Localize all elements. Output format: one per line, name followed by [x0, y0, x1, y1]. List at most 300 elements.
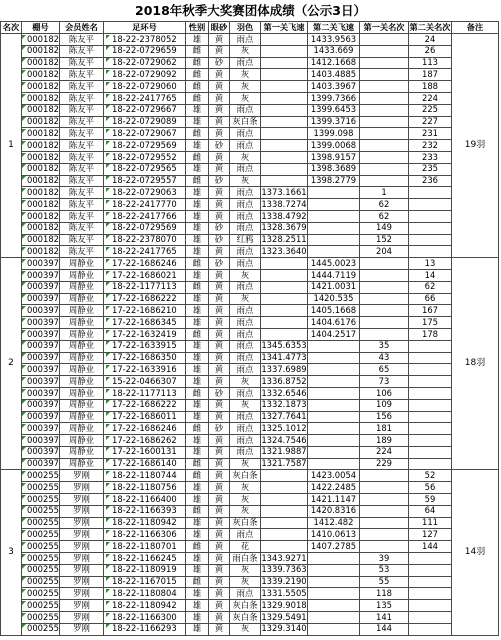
table-row: [1, 258, 499, 270]
cell-sex: 雄: [185, 553, 208, 565]
cell-feather-color: 灰: [229, 293, 260, 305]
cell-flag-icon: [106, 271, 110, 275]
cell-loft-id: [22, 446, 60, 458]
cell-stage1-place: [359, 505, 408, 517]
cell-text: 000397: [27, 304, 59, 315]
cell-stage2-speed: [307, 423, 359, 435]
cell-text: 18-22-0729552: [111, 151, 177, 162]
cell-eye-sand: 砂: [208, 175, 229, 187]
cell-sex: 雄: [185, 564, 208, 576]
cell-flag-icon: [22, 141, 26, 145]
cell-sex: 雄: [185, 163, 208, 175]
cell-stage2-speed: [307, 210, 359, 222]
cell-stage1-speed: 1338.7274: [261, 198, 307, 209]
cell-flag-icon: [22, 518, 26, 522]
cell-stage1-place: [359, 258, 408, 270]
cell-member-name: 陈友平: [59, 163, 103, 175]
cell-stage2-speed: [307, 399, 359, 411]
cell-sex: 雌: [185, 258, 208, 270]
cell-feather-color: 雨点: [229, 140, 260, 152]
cell-eye-sand: 黄: [208, 435, 229, 447]
cell-sex: 雄: [185, 529, 208, 541]
cell-text: 18-22-1167015: [111, 576, 177, 587]
cell-stage1-place: 62: [359, 210, 408, 222]
cell-stage2-place: 188: [408, 81, 451, 93]
cell-feather-color: 雨点: [229, 317, 260, 329]
cell-stage2-place: [408, 458, 451, 470]
results-table: [0, 21, 499, 636]
cell-text: 000397: [27, 269, 59, 280]
cell-text: 17-22-1686222: [111, 293, 177, 304]
cell-stage2-place: 62: [408, 281, 451, 293]
cell-flag-icon: [106, 164, 110, 168]
cell-feather-color: 雨点: [229, 387, 260, 399]
cell-text: 000182: [27, 57, 59, 68]
cell-text: 000182: [27, 222, 59, 233]
cell-stage1-speed: [260, 116, 307, 128]
cell-stage1-speed: 1373.1661: [261, 186, 307, 197]
table-row: [1, 81, 499, 93]
table-row: [1, 364, 499, 376]
cell-flag-icon: [22, 200, 26, 204]
cell-text: 18-22-1166400: [111, 493, 177, 504]
cell-flag-icon: [106, 188, 110, 192]
header-row: [1, 22, 499, 34]
cell-flag-icon: [106, 412, 110, 416]
cell-ring-number: [103, 151, 185, 163]
cell-sex: 雌: [185, 57, 208, 69]
cell-stage2-speed: [307, 553, 359, 565]
cell-eye-sand: 黄: [208, 600, 229, 612]
cell-stage1-place: 156: [359, 411, 408, 423]
cell-feather-color: 灰: [229, 623, 260, 635]
cell-flag-icon: [106, 105, 110, 109]
header-member: 会员姓名: [59, 22, 103, 34]
cell-flag-icon: [106, 365, 110, 369]
cell-stage2-place: 178: [408, 328, 451, 340]
cell-stage2-speed: [307, 199, 359, 211]
cell-ring-number: [103, 116, 185, 128]
cell-feather-color: 灰白条: [229, 600, 260, 612]
cell-ring-number: [103, 317, 185, 329]
cell-stage1-speed: 1328.2511: [261, 234, 307, 245]
table-row: [1, 399, 499, 411]
cell-eye-sand: 黄: [208, 517, 229, 529]
cell-sex: 雌: [185, 281, 208, 293]
cell-member-name: 陈友平: [59, 187, 103, 199]
cell-eye-sand: 黄: [208, 210, 229, 222]
cell-stage2-speed: 1398.3689: [307, 163, 359, 175]
cell-ring-number: [103, 163, 185, 175]
cell-loft-id: [22, 281, 60, 293]
cell-eye-sand: 黄: [208, 494, 229, 506]
cell-ring-number: [103, 328, 185, 340]
cell-ring-number: [103, 423, 185, 435]
cell-flag-icon: [22, 506, 26, 510]
cell-loft-id: [22, 81, 60, 93]
cell-loft-id: [22, 376, 60, 388]
cell-flag-icon: [22, 424, 26, 428]
cell-sex: 雄: [185, 435, 208, 447]
cell-flag-icon: [22, 70, 26, 74]
cell-member-name: 周静业: [59, 435, 103, 447]
cell-sex: 雌: [185, 423, 208, 435]
cell-feather-color: 灰: [229, 376, 260, 388]
cell-stage2-place: [408, 553, 451, 565]
cell-flag-icon: [106, 35, 110, 39]
cell-sex: 雄: [185, 234, 208, 246]
cell-loft-id: [22, 92, 60, 104]
cell-stage1-place: 73: [359, 376, 408, 388]
header-loft: 棚号: [22, 22, 60, 34]
cell-stage1-place: [359, 269, 408, 281]
cell-feather-color: 雨点: [229, 222, 260, 234]
cell-stage1-place: 55: [359, 576, 408, 588]
cell-sex: 雄: [185, 187, 208, 199]
cell-eye-sand: 砂: [208, 234, 229, 246]
cell-text: 18-22-0729063: [111, 186, 177, 197]
cell-loft-id: [22, 529, 60, 541]
cell-ring-number: [103, 140, 185, 152]
cell-stage2-speed: [307, 576, 359, 588]
cell-stage2-speed: 1422.2485: [307, 482, 359, 494]
cell-eye-sand: 黄: [208, 328, 229, 340]
cell-stage1-speed: [260, 92, 307, 104]
cell-flag-icon: [22, 565, 26, 569]
cell-flag-icon: [22, 294, 26, 298]
cell-text: 000397: [27, 257, 59, 268]
cell-stage1-speed: [260, 505, 307, 517]
cell-flag-icon: [106, 613, 110, 617]
cell-flag-icon: [106, 377, 110, 381]
table-row: [1, 116, 499, 128]
cell-flag-icon: [22, 318, 26, 322]
cell-stage2-place: [408, 340, 451, 352]
cell-stage1-place: [359, 34, 408, 46]
cell-eye-sand: 黄: [208, 104, 229, 116]
cell-eye-sand: 黄: [208, 340, 229, 352]
cell-loft-id: [22, 317, 60, 329]
header-place-1: 第一关名次: [359, 22, 408, 34]
cell-stage2-place: 56: [408, 482, 451, 494]
cell-eye-sand: 黄: [208, 281, 229, 293]
cell-eye-sand: 黄: [208, 411, 229, 423]
cell-ring-number: [103, 69, 185, 81]
cell-stage2-speed: 1444.7119: [307, 269, 359, 281]
cell-loft-id: [22, 234, 60, 246]
cell-text: 17-22-1686210: [111, 304, 177, 315]
cell-stage1-place: 62: [359, 199, 408, 211]
cell-ring-number: [103, 104, 185, 116]
cell-flag-icon: [106, 589, 110, 593]
cell-stage2-place: 64: [408, 505, 451, 517]
cell-flag-icon: [22, 530, 26, 534]
table-row: [1, 140, 499, 152]
cell-stage1-place: [359, 151, 408, 163]
cell-stage1-place: [359, 541, 408, 553]
cell-stage1-speed: [260, 317, 307, 329]
cell-stage2-place: 111: [408, 517, 451, 529]
cell-loft-id: [22, 34, 60, 46]
cell-text: 18-22-1177113: [111, 281, 177, 292]
cell-flag-icon: [22, 624, 26, 628]
cell-text: 17-22-1686262: [111, 434, 177, 445]
cell-text: 18-22-0729557: [111, 175, 177, 186]
cell-ring-number: [103, 210, 185, 222]
results-table-body: [1, 22, 499, 636]
cell-feather-color: 雨点: [229, 340, 260, 352]
cell-stage2-place: [408, 187, 451, 199]
cell-stage1-speed: 1336.8752: [261, 375, 307, 386]
table-row: [1, 612, 499, 624]
cell-loft-id: [22, 470, 60, 482]
cell-flag-icon: [106, 200, 110, 204]
cell-stage2-speed: [307, 411, 359, 423]
cell-flag-icon: [106, 294, 110, 298]
cell-flag-icon: [106, 389, 110, 393]
cell-eye-sand: 黄: [208, 588, 229, 600]
cell-stage2-speed: 1420.535: [307, 293, 359, 305]
cell-text: 000255: [27, 599, 59, 610]
cell-stage1-speed: 1329.9018: [261, 599, 307, 610]
cell-text: 000397: [27, 363, 59, 374]
cell-feather-color: 雨点: [229, 258, 260, 270]
cell-member-name: 陈友平: [59, 175, 103, 187]
table-row: [1, 34, 499, 46]
cell-stage1-speed: [260, 293, 307, 305]
cell-flag-icon: [22, 105, 26, 109]
cell-stage2-place: [408, 423, 451, 435]
cell-stage2-speed: [307, 187, 359, 199]
cell-eye-sand: 黄: [208, 163, 229, 175]
cell-text: 000397: [27, 411, 59, 422]
cell-loft-id: [22, 57, 60, 69]
cell-ring-number: [103, 293, 185, 305]
cell-flag-icon: [106, 247, 110, 251]
cell-flag-icon: [22, 35, 26, 39]
cell-stage1-place: 204: [359, 246, 408, 258]
cell-flag-icon: [106, 518, 110, 522]
cell-stage2-speed: [307, 446, 359, 458]
table-row: [1, 45, 499, 57]
cell-eye-sand: 黄: [208, 376, 229, 388]
cell-stage1-place: [359, 104, 408, 116]
cell-stage2-speed: [307, 623, 359, 635]
cell-flag-icon: [22, 330, 26, 334]
group-rank: 1: [1, 34, 22, 258]
cell-eye-sand: 黄: [208, 151, 229, 163]
cell-flag-icon: [22, 436, 26, 440]
cell-stage1-place: 141: [359, 612, 408, 624]
cell-text: 000255: [27, 576, 59, 587]
cell-flag-icon: [106, 82, 110, 86]
cell-stage2-place: 127: [408, 529, 451, 541]
cell-feather-color: 红鸦: [229, 234, 260, 246]
cell-eye-sand: 黄: [208, 482, 229, 494]
cell-feather-color: 雨白条: [229, 553, 260, 565]
cell-text: 17-22-1686345: [111, 316, 177, 327]
cell-text: 000397: [27, 375, 59, 386]
cell-stage1-speed: [260, 305, 307, 317]
cell-stage2-place: 113: [408, 57, 451, 69]
cell-stage2-place: [408, 588, 451, 600]
cell-flag-icon: [22, 471, 26, 475]
table-row: [1, 529, 499, 541]
cell-feather-color: 灰白条: [229, 116, 260, 128]
cell-stage2-speed: 1410.0613: [307, 529, 359, 541]
cell-stage1-place: [359, 305, 408, 317]
cell-stage1-speed: 1345.6353: [261, 340, 307, 351]
table-row: [1, 352, 499, 364]
cell-stage2-speed: 1433.669: [307, 45, 359, 57]
cell-flag-icon: [106, 259, 110, 263]
cell-stage1-speed: [260, 163, 307, 175]
cell-loft-id: [22, 458, 60, 470]
cell-flag-icon: [106, 577, 110, 581]
cell-ring-number: [103, 281, 185, 293]
cell-ring-number: [103, 623, 185, 635]
cell-loft-id: [22, 517, 60, 529]
cell-ring-number: [103, 34, 185, 46]
cell-flag-icon: [22, 306, 26, 310]
cell-flag-icon: [22, 282, 26, 286]
cell-stage2-speed: 1433.9563: [307, 34, 359, 46]
table-row: [1, 210, 499, 222]
cell-flag-icon: [22, 459, 26, 463]
cell-ring-number: [103, 352, 185, 364]
cell-flag-icon: [22, 58, 26, 62]
cell-flag-icon: [106, 506, 110, 510]
cell-eye-sand: 黄: [208, 458, 229, 470]
cell-sex: 雄: [185, 364, 208, 376]
table-row: [1, 246, 499, 258]
cell-ring-number: [103, 269, 185, 281]
cell-loft-id: [22, 269, 60, 281]
cell-stage1-speed: 1329.5491: [261, 611, 307, 622]
cell-loft-id: [22, 576, 60, 588]
cell-sex: 雄: [185, 305, 208, 317]
table-row: [1, 541, 499, 553]
cell-text: 18-22-1166306: [111, 529, 177, 540]
cell-flag-icon: [22, 341, 26, 345]
cell-member-name: 周静业: [59, 387, 103, 399]
cell-stage1-place: [359, 81, 408, 93]
cell-eye-sand: 黄: [208, 246, 229, 258]
cell-member-name: 罗刚: [59, 588, 103, 600]
cell-text: 18-22-0729659: [111, 45, 177, 56]
cell-stage2-speed: [307, 387, 359, 399]
cell-flag-icon: [22, 223, 26, 227]
cell-feather-color: 雨点: [229, 128, 260, 140]
cell-flag-icon: [106, 624, 110, 628]
cell-text: 18-22-1166393: [111, 505, 177, 516]
cell-stage1-place: 181: [359, 423, 408, 435]
cell-ring-number: [103, 541, 185, 553]
cell-sex: 雌: [185, 576, 208, 588]
cell-stage1-place: [359, 45, 408, 57]
cell-eye-sand: 黄: [208, 199, 229, 211]
cell-text: 18-22-1166293: [111, 623, 177, 634]
cell-loft-id: [22, 387, 60, 399]
cell-loft-id: [22, 69, 60, 81]
cell-text: 18-22-1180756: [111, 481, 177, 492]
cell-eye-sand: 黄: [208, 187, 229, 199]
cell-flag-icon: [106, 330, 110, 334]
table-row: [1, 175, 499, 187]
cell-flag-icon: [106, 141, 110, 145]
cell-ring-number: [103, 234, 185, 246]
cell-stage1-place: [359, 328, 408, 340]
cell-sex: 雄: [185, 623, 208, 635]
cell-flag-icon: [22, 353, 26, 357]
cell-eye-sand: 黄: [208, 293, 229, 305]
cell-stage2-speed: 1399.3716: [307, 116, 359, 128]
cell-text: 17-22-1600131: [111, 446, 177, 457]
cell-member-name: 周静业: [59, 269, 103, 281]
cell-sex: 雄: [185, 140, 208, 152]
cell-member-name: 周静业: [59, 446, 103, 458]
cell-feather-color: 雨点: [229, 328, 260, 340]
cell-loft-id: [22, 45, 60, 57]
cell-stage1-speed: [260, 34, 307, 46]
cell-flag-icon: [22, 153, 26, 157]
header-note: 备注: [451, 22, 498, 34]
cell-stage1-place: [359, 494, 408, 506]
table-row: [1, 151, 499, 163]
cell-text: 18-22-2378070: [111, 234, 177, 245]
cell-feather-color: 灰: [229, 564, 260, 576]
cell-text: 18-22-0729067: [111, 127, 177, 138]
cell-flag-icon: [22, 271, 26, 275]
cell-stage2-speed: [307, 246, 359, 258]
cell-feather-color: 雨点: [229, 187, 260, 199]
cell-stage1-place: 189: [359, 435, 408, 447]
cell-stage1-speed: [260, 57, 307, 69]
cell-stage2-speed: 1399.098: [307, 128, 359, 140]
cell-eye-sand: 黄: [208, 81, 229, 93]
cell-flag-icon: [22, 365, 26, 369]
cell-text: 000397: [27, 387, 59, 398]
cell-loft-id: [22, 623, 60, 635]
cell-flag-icon: [106, 601, 110, 605]
cell-stage1-speed: [260, 104, 307, 116]
cell-ring-number: [103, 57, 185, 69]
cell-feather-color: 雨点: [229, 364, 260, 376]
cell-feather-color: 雨点: [229, 352, 260, 364]
cell-ring-number: [103, 387, 185, 399]
cell-feather-color: 雨点: [229, 446, 260, 458]
table-row: [1, 588, 499, 600]
cell-stage2-place: 144: [408, 541, 451, 553]
cell-text: 18-22-1166300: [111, 611, 177, 622]
cell-sex: 雌: [185, 328, 208, 340]
cell-loft-id: [22, 258, 60, 270]
cell-ring-number: [103, 128, 185, 140]
cell-member-name: 周静业: [59, 317, 103, 329]
cell-loft-id: [22, 399, 60, 411]
cell-text: 18-22-0729565: [111, 163, 177, 174]
cell-flag-icon: [106, 117, 110, 121]
cell-sex: 雌: [185, 92, 208, 104]
cell-eye-sand: 黄: [208, 470, 229, 482]
cell-stage1-speed: 1327.7641: [261, 411, 307, 422]
cell-ring-number: [103, 199, 185, 211]
cell-stage1-speed: 1339.2190: [261, 576, 307, 587]
cell-flag-icon: [106, 530, 110, 534]
cell-text: 17-22-1686140: [111, 458, 177, 469]
group-note: 14羽: [451, 470, 498, 635]
cell-stage2-speed: 1403.3967: [307, 81, 359, 93]
